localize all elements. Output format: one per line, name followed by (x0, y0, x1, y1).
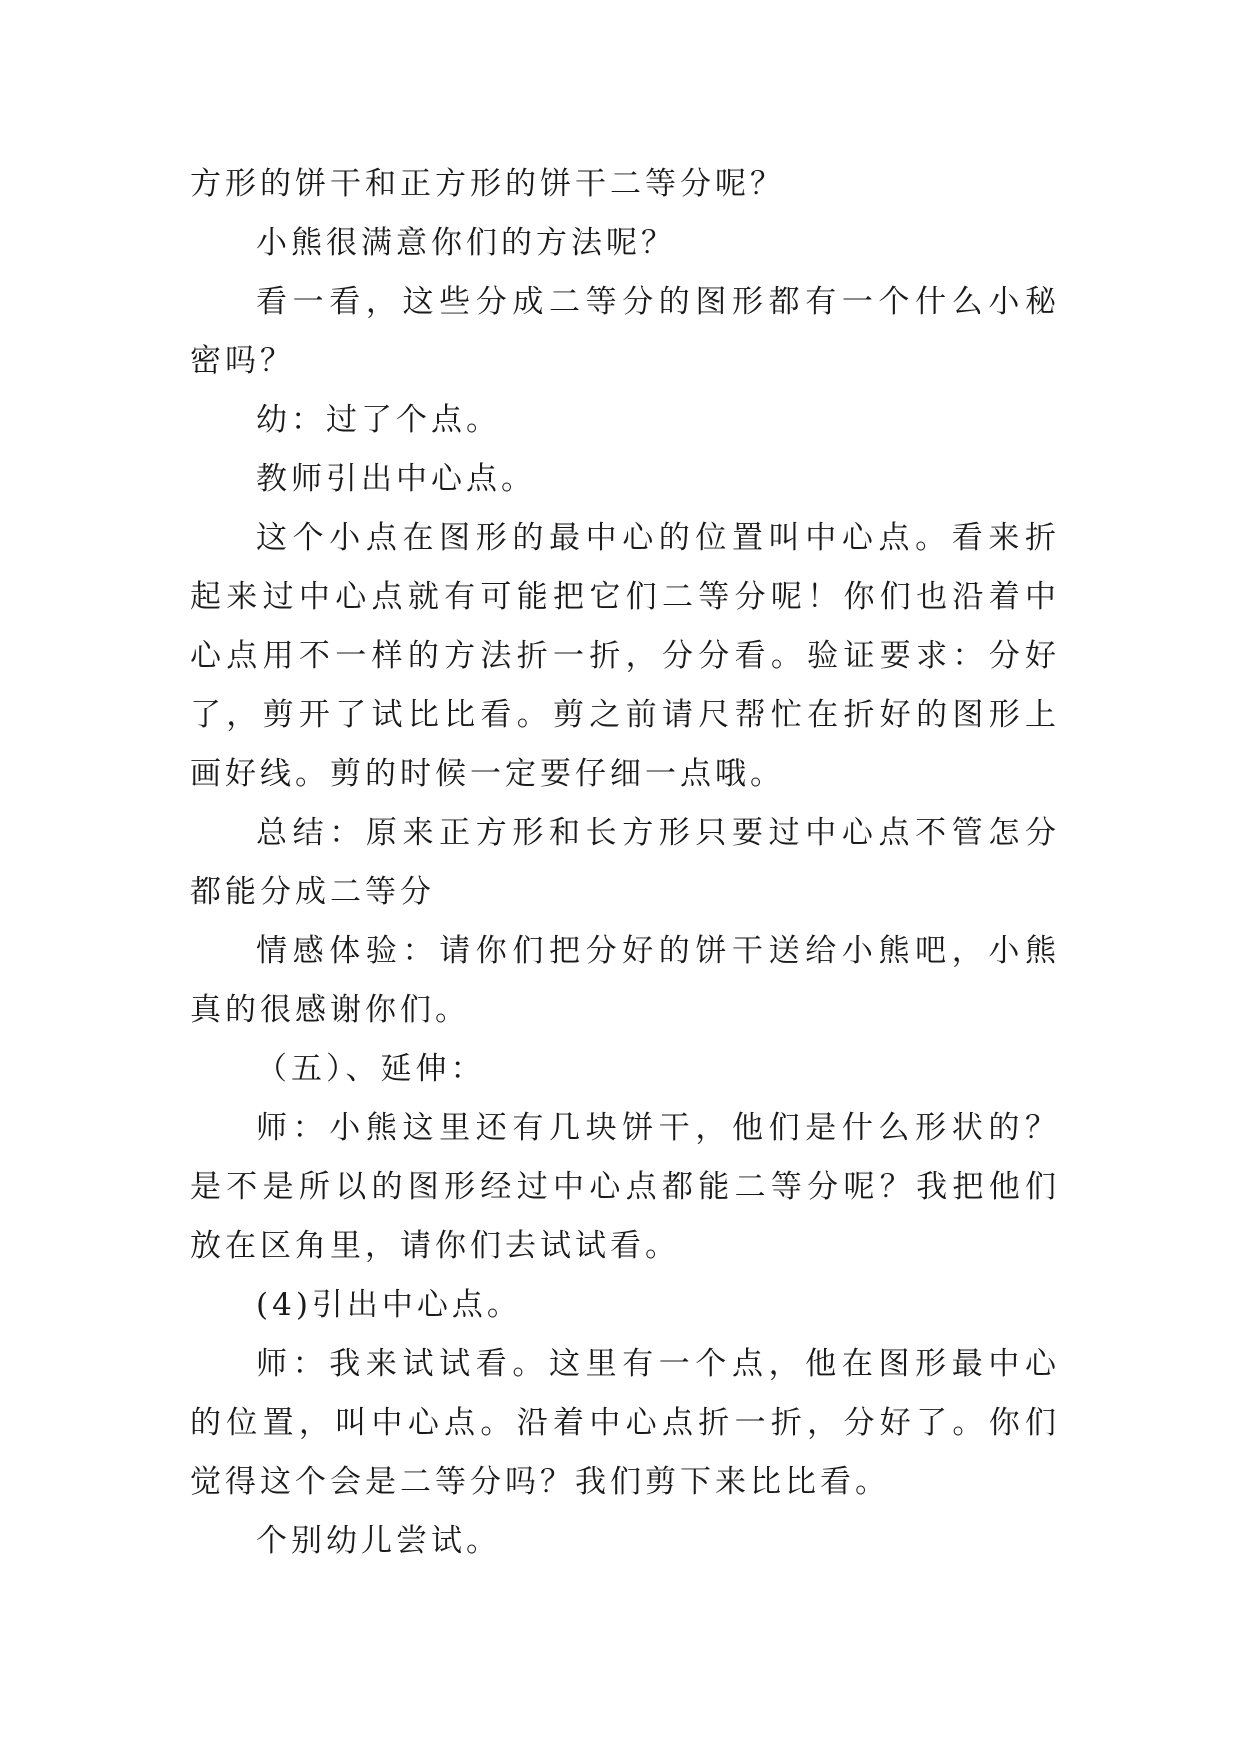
paragraph: 方形的饼干和正方形的饼干二等分呢？ (190, 166, 785, 202)
paragraph: 师：我来试试看。这里有一个点，他在图形最中心的位置，叫中心点。沿着中心点折一折，分好了。你们觉得这个会是二等分吗？我们剪下来比比看。 (190, 1346, 1060, 1500)
section-heading: (4)引出中心点。 (256, 1287, 522, 1323)
paragraph: 教师引出中心点。 (256, 461, 536, 497)
paragraph: 看一看，这些分成二等分的图形都有一个什么小秘密吗？ (190, 284, 1060, 379)
paragraph: 小熊很满意你们的方法呢？ (256, 225, 676, 261)
paragraph: 总结：原来正方形和长方形只要过中心点不管怎分都能分成二等分 (190, 815, 1060, 910)
paragraph: 师：小熊这里还有几块饼干，他们是什么形状的？是不是所以的图形经过中心点都能二等分呢？我把他们放在区角里，请你们去试试看。 (190, 1110, 1060, 1264)
document-body (190, 155, 1060, 1571)
paragraph: 幼：过了个点。 (256, 402, 501, 438)
paragraph: 个别幼儿尝试。 (256, 1523, 501, 1559)
section-heading: （五）、延伸： (256, 1051, 486, 1087)
paragraph: 情感体验：请你们把分好的饼干送给小熊吧，小熊真的很感谢你们。 (190, 933, 1060, 1028)
paragraph: 这个小点在图形的最中心的位置叫中心点。看来折起来过中心点就有可能把它们二等分呢！你们也沿着中心点用不一样的方法折一折，分分看。验证要求：分好了，剪开了试比比看。剪之前请尺帮忙在折好的图形上画好线。剪的时候一定要仔细一点哦。 (190, 520, 1060, 792)
